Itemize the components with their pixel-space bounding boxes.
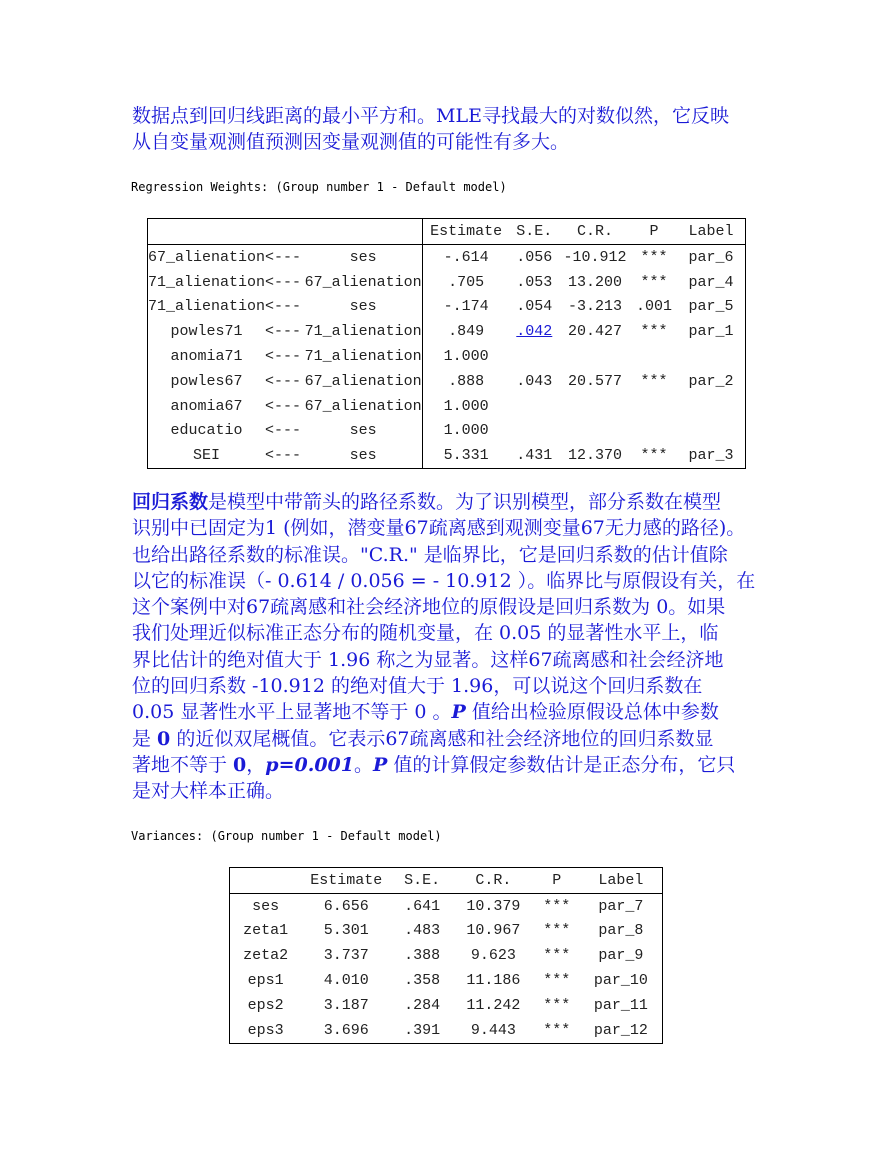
explanation-line: 识别中已固定为1 (例如，潜变量67疏离感到观测变量67无力感的路径)。 — [132, 517, 746, 540]
explanation-line: 这个案例中对67疏离感和社会经济地位的原假设是回归系数为 0。如果 — [132, 596, 726, 619]
header-p: P — [631, 219, 677, 245]
table-row — [148, 295, 746, 320]
regression-header-row — [148, 219, 746, 245]
estimate: 3.737 — [323, 947, 369, 965]
critical-ratio — [559, 394, 631, 419]
independent-var: 67_alienation — [305, 369, 423, 394]
table-row — [148, 270, 746, 295]
arrow: <--- — [265, 447, 302, 465]
p-value: *** — [640, 273, 668, 291]
label: par_4 — [688, 273, 734, 291]
critical-ratio — [559, 344, 631, 369]
label: par_5 — [688, 298, 734, 316]
standard-error — [510, 394, 560, 419]
table-row — [230, 993, 663, 1018]
dependent-var: anomia67 — [170, 397, 243, 415]
intro-line-1: 数据点到回归线距离的最小平方和。MLE寻找最大的对数似然，它反映 — [132, 105, 729, 127]
standard-error: .431 — [516, 447, 553, 465]
variable: eps3 — [247, 1021, 284, 1039]
dependent-var: educatio — [170, 422, 243, 440]
zero-value: 0 — [233, 753, 247, 776]
label: par_12 — [593, 1021, 648, 1039]
p-value: *** — [543, 996, 571, 1014]
estimate: .705 — [448, 273, 485, 291]
independent-var: 71_alienation — [305, 344, 423, 369]
table-row — [148, 245, 746, 270]
estimate: 1.000 — [443, 348, 489, 366]
p-value: .001 — [636, 298, 673, 316]
estimate: 5.331 — [443, 447, 489, 465]
header-se: S.E. — [391, 868, 453, 894]
dependent-var: 71_alienation — [148, 273, 266, 291]
standard-error: .054 — [516, 298, 553, 316]
explanation-line: 0.05 显著性水平上显著地不等于 0 。P 值给出检验原假设总体中参数 — [132, 701, 719, 724]
standard-error: .056 — [516, 248, 553, 266]
label: par_9 — [598, 947, 644, 965]
table-row — [148, 419, 746, 444]
critical-ratio: 10.379 — [466, 897, 521, 915]
p-value — [631, 394, 677, 419]
label — [677, 394, 746, 419]
independent-var: ses — [305, 419, 423, 444]
estimate: 6.656 — [323, 897, 369, 915]
independent-var: 67_alienation — [305, 394, 423, 419]
arrow: <--- — [265, 323, 302, 341]
estimate: .888 — [448, 372, 485, 390]
dependent-var: 67_alienation — [148, 248, 266, 266]
variances-header-row — [230, 868, 663, 894]
standard-error: .483 — [404, 922, 441, 940]
arrow: <--- — [265, 348, 302, 366]
label: par_8 — [598, 922, 644, 940]
estimate: 3.696 — [323, 1021, 369, 1039]
standard-error: .284 — [404, 996, 441, 1014]
label: par_7 — [598, 897, 644, 915]
p-value: *** — [640, 447, 668, 465]
critical-ratio: -3.213 — [568, 298, 623, 316]
table-row — [230, 943, 663, 968]
table-row — [230, 919, 663, 944]
explanation-line: 著地不等于 0，p=0.001。P 值的计算假定参数估计是正态分布，它只 — [132, 753, 736, 776]
table-row — [148, 443, 746, 468]
independent-var: 67_alienation — [305, 270, 423, 295]
critical-ratio: 11.242 — [466, 996, 521, 1014]
standard-error — [510, 344, 560, 369]
estimate: -.614 — [443, 248, 489, 266]
estimate: 1.000 — [443, 422, 489, 440]
standard-error: .358 — [404, 972, 441, 990]
arrow: <--- — [265, 397, 302, 415]
independent-var: ses — [305, 443, 423, 468]
explanation-line: 是对大样本正确。 — [132, 780, 285, 803]
header-label: Label — [580, 868, 663, 894]
p-value — [631, 419, 677, 444]
label — [677, 344, 746, 369]
p-value-inline: p=0.001 — [265, 753, 354, 776]
explanation-paragraph — [132, 489, 764, 805]
arrow: <--- — [265, 298, 302, 316]
arrow: <--- — [265, 273, 302, 291]
regression-caption: Regression Weights: (Group number 1 - Default model) — [131, 180, 507, 194]
explanation-line: 回归系数是模型中带箭头的路径系数。为了识别模型，部分系数在模型 — [132, 491, 722, 513]
standard-error[interactable] — [510, 319, 560, 344]
table-row — [148, 344, 746, 369]
table-row — [148, 369, 746, 394]
header-estimate: Estimate — [422, 219, 509, 245]
variances-table — [229, 867, 663, 1044]
standard-error-link[interactable]: .042 — [516, 323, 553, 341]
explanation-line: 以它的标准误（- 0.614 / 0.056 = - 10.912 ）。临界比与原假设有关，在 — [132, 569, 756, 592]
critical-ratio: 11.186 — [466, 972, 521, 990]
variable: eps1 — [247, 972, 284, 990]
explanation-line: 界比估计的绝对值大于 1.96 称之为显著。这样67疏离感和社会经济地 — [132, 648, 724, 671]
critical-ratio: 12.370 — [568, 447, 623, 465]
p-symbol: P — [451, 701, 466, 724]
arrow: <--- — [265, 248, 302, 266]
variable: zeta1 — [243, 922, 289, 940]
p-value: *** — [543, 947, 571, 965]
table-row — [230, 968, 663, 993]
critical-ratio: 9.443 — [470, 1021, 516, 1039]
regression-coefficient-term: 回归系数 — [132, 491, 209, 513]
label: par_6 — [688, 248, 734, 266]
intro-paragraph — [132, 103, 764, 156]
header-p: P — [534, 868, 580, 894]
critical-ratio: 10.967 — [466, 922, 521, 940]
estimate: 5.301 — [323, 922, 369, 940]
critical-ratio — [559, 419, 631, 444]
label: par_11 — [593, 996, 648, 1014]
critical-ratio: -10.912 — [563, 248, 627, 266]
dependent-var: anomia71 — [170, 348, 243, 366]
p-value: *** — [543, 972, 571, 990]
table-row — [148, 394, 746, 419]
label: par_10 — [593, 972, 648, 990]
critical-ratio: 20.577 — [568, 372, 623, 390]
standard-error: .388 — [404, 947, 441, 965]
dependent-var: powles71 — [170, 323, 243, 341]
explanation-line: 也给出路径系数的标准误。"C.R." 是临界比，它是回归系数的估计值除 — [132, 543, 728, 566]
explanation-line: 位的回归系数 -10.912 的绝对值大于 1.96，可以说这个回归系数在 — [132, 675, 703, 698]
dependent-var: powles67 — [170, 372, 243, 390]
label: par_2 — [688, 372, 734, 390]
intro-line-2: 从自变量观测值预测因变量观测值的可能性有多大。 — [132, 131, 570, 154]
p-value: *** — [543, 1021, 571, 1039]
estimate: -.174 — [443, 298, 489, 316]
p-symbol: P — [373, 753, 388, 776]
zero-value: 0 — [157, 727, 171, 750]
header-label: Label — [677, 219, 746, 245]
independent-var: ses — [305, 295, 423, 320]
critical-ratio: 9.623 — [470, 947, 516, 965]
header-se: S.E. — [510, 219, 560, 245]
estimate: 3.187 — [323, 996, 369, 1014]
header-cr: C.R. — [559, 219, 631, 245]
header-estimate: Estimate — [301, 868, 391, 894]
estimate: 4.010 — [323, 972, 369, 990]
independent-var: ses — [305, 245, 423, 270]
p-value: *** — [640, 323, 668, 341]
explanation-line: 我们处理近似标准正态分布的随机变量，在 0.05 的显著性水平上，临 — [132, 622, 719, 645]
variances-caption: Variances: (Group number 1 - Default model) — [131, 829, 442, 843]
header-cr: C.R. — [453, 868, 534, 894]
standard-error: .053 — [516, 273, 553, 291]
standard-error — [510, 419, 560, 444]
independent-var: 71_alienation — [305, 319, 423, 344]
standard-error: .641 — [404, 897, 441, 915]
estimate: .849 — [448, 323, 485, 341]
standard-error: .391 — [404, 1021, 441, 1039]
table-row — [148, 319, 746, 344]
regression-table — [147, 218, 746, 469]
p-value: *** — [543, 897, 571, 915]
p-value — [631, 344, 677, 369]
estimate: 1.000 — [443, 397, 489, 415]
p-value: *** — [543, 922, 571, 940]
variable: zeta2 — [243, 947, 289, 965]
critical-ratio: 13.200 — [568, 273, 623, 291]
table-row — [230, 893, 663, 918]
explanation-line: 是 0 的近似双尾概值。它表示67疏离感和社会经济地位的回归系数显 — [132, 727, 714, 750]
arrow: <--- — [265, 422, 302, 440]
standard-error: .043 — [516, 372, 553, 390]
dependent-var: SEI — [193, 447, 221, 465]
p-value: *** — [640, 372, 668, 390]
critical-ratio: 20.427 — [568, 323, 623, 341]
table-row — [230, 1018, 663, 1043]
p-value: *** — [640, 248, 668, 266]
dependent-var: 71_alienation — [148, 298, 266, 316]
label — [677, 419, 746, 444]
variable: ses — [252, 897, 280, 915]
label: par_1 — [688, 323, 734, 341]
arrow: <--- — [265, 372, 302, 390]
label: par_3 — [688, 447, 734, 465]
variable: eps2 — [247, 996, 284, 1014]
